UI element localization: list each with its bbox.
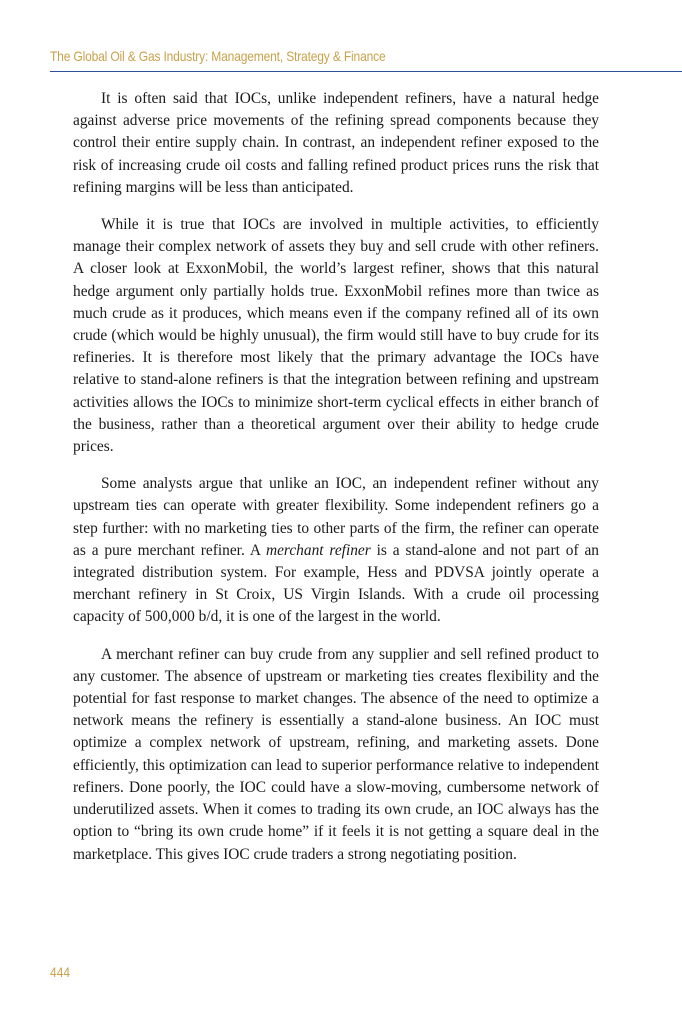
paragraph: A merchant refiner can buy crude from any supplier and sell refined product to any customer. The absence of upstream or marketing ties creates flexibility and the potential for fast response to market changes. The absence of the need to optimize a network means the refinery is essentially a stand-alone business. An IOC must optimize a complex network of upstream, refining, and marketing assets. Done efficiently, this optimization can lead to superior performance relative to independent refiners. Done poorly, the IOC could have a slow-moving, cumbersome network of underutilized assets. When it comes to trading its own crude, an IOC always has the option to “bring its own crude home” if it feels it is not getting a square deal in the marketplace. This gives IOC crude traders a strong negotiating position. [73,645,599,863]
page-number: 444 [50,964,71,980]
paragraph: While it is true that IOCs are involved in multiple activities, to efficiently manage their complex network of assets they buy and sell crude with other refiners. A closer look at ExxonMobil, the world’s largest refiner, shows that this natural hedge argument only partially holds true. ExxonMobil refines more than twice as much crude as it produces, which means even if the company refined all of its own crude (which would be highly unusual), the firm would still have to buy crude for its refineries. It is therefore most likely that the primary advantage the IOCs have relative to stand-alone refiners is that the integration between refining and upstream activities allows the IOCs to minimize short-term cyclical effects in either branch of the business, rather than a theoretical argument over their ability to hedge crude prices. [73,216,599,456]
paragraph [73,473,599,628]
header-divider [50,71,682,72]
body-text [73,88,599,881]
paragraph-text: Some analysts argue that unlike an IOC, an independent refiner without any upstream ties can operate with greater flexibility. Some independent refiners go a step further: with no marketing ties to other parts of the firm, the refiner can operate as a pure merchant refiner. A [73,475,599,559]
running-header-title: The Global Oil & Gas Industry: Management, Strategy & Finance [50,48,386,64]
defined-term: merchant refiner [265,541,371,559]
paragraph: It is often said that IOCs, unlike independent refiners, have a natural hedge against adverse price movements of the refining spread components because they control their entire supply chain. In contrast, an independent refiner exposed to the risk of increasing crude oil costs and falling refined product prices runs the risk that refining margins will be less than anticipated. [73,90,599,196]
paragraph-text: is a stand-alone and not part of an integrated distribution system. For example, Hess and PDVSA jointly operate a merchant refinery in St Croix, US Virgin Islands. With a crude oil processing capacity of 500,000 b/d, it is one of the largest in the world. [73,541,600,626]
